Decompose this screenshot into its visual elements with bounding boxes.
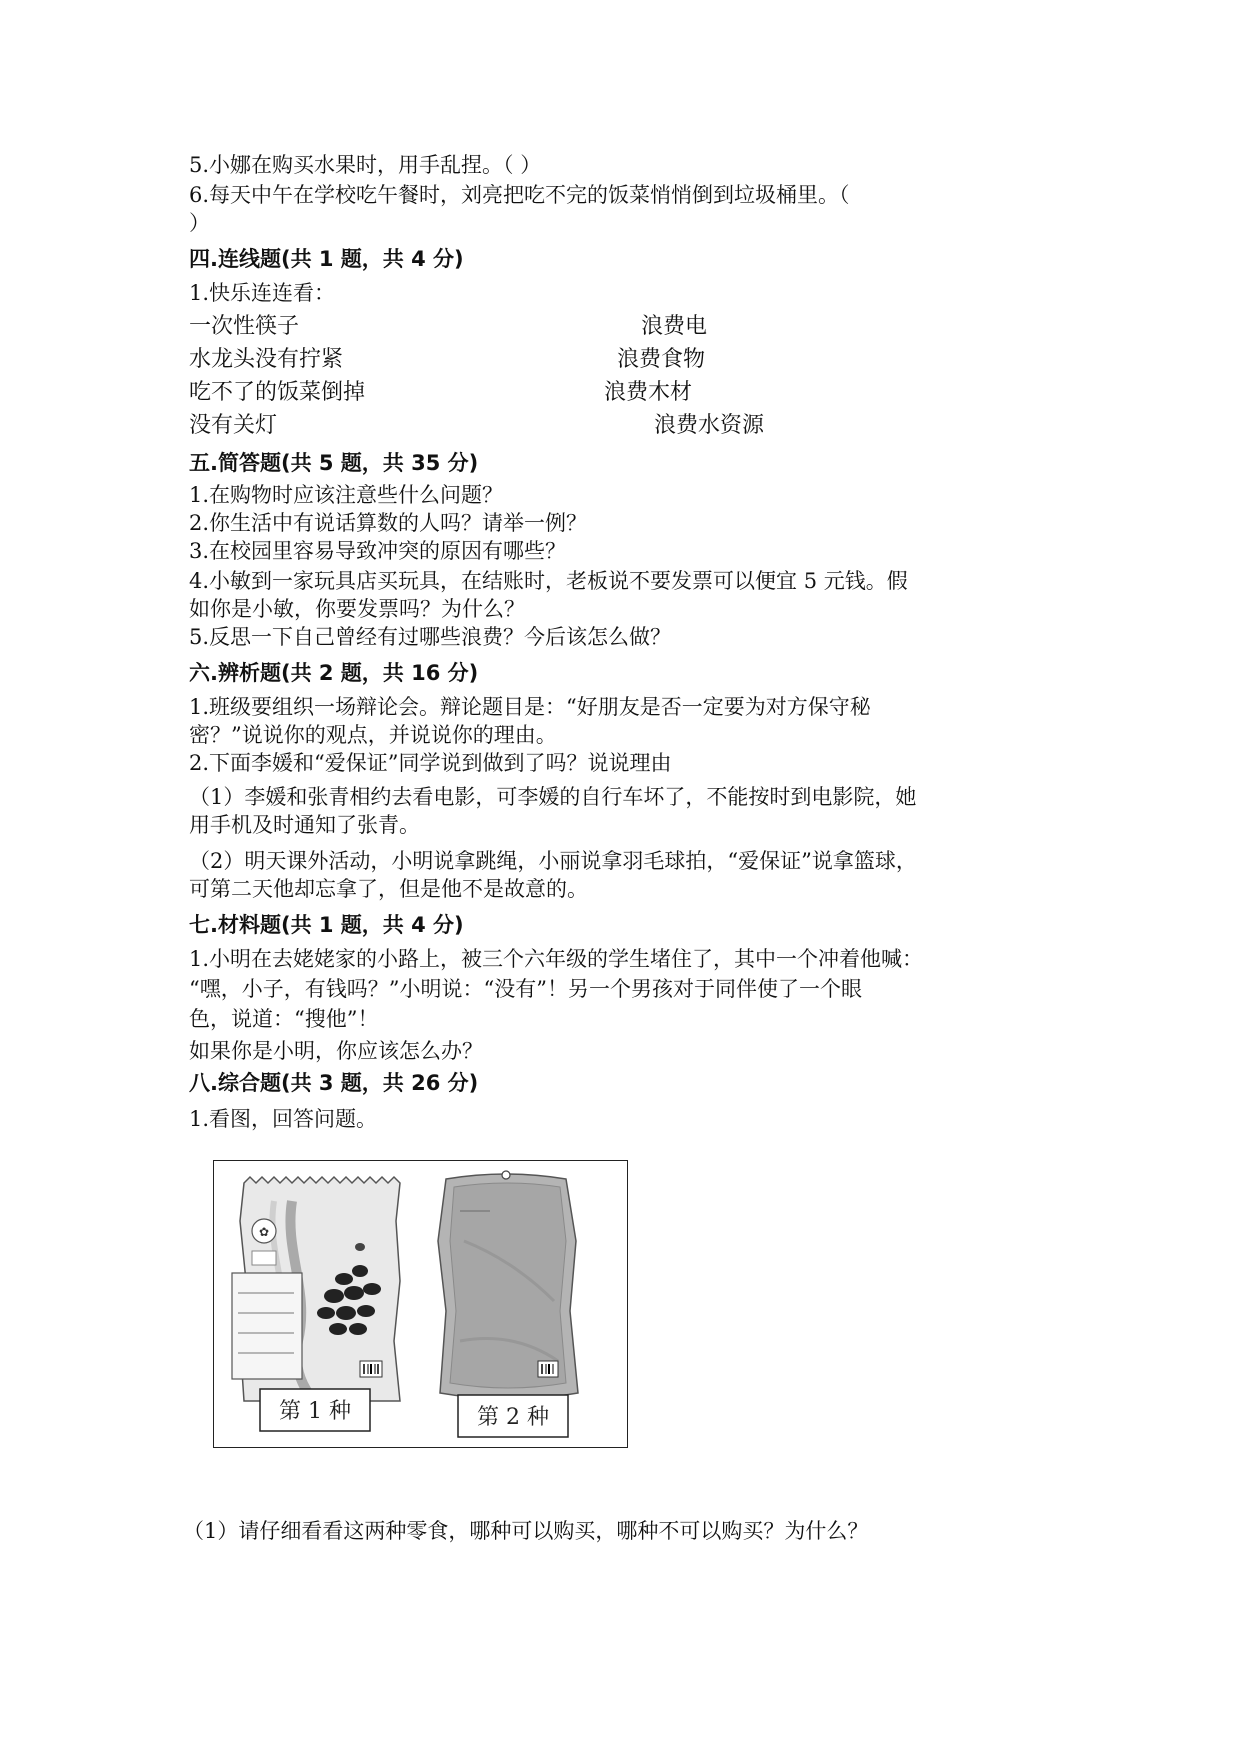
match-left-item: 没有关灯 (189, 413, 278, 438)
section-5-question-2: 2.你生活中有说话算数的人吗？请举一例？ (189, 511, 588, 535)
section-6-question-1-line-1: 1.班级要组织一场辩论会。辩论题目是：“好朋友是否一定要为对方保守秘 (189, 695, 871, 719)
section-7-question-1-line-4: 如果你是小明，你应该怎么办？ (189, 1039, 483, 1063)
section-5-question-4-line-1: 4.小敏到一家玩具店买玩具，在结账时，老板说不要发票可以便宜 5 元钱。假 (189, 569, 908, 593)
section-5-question-5: 5.反思一下自己曾经有过哪些浪费？今后该怎么做？ (189, 625, 672, 649)
section-6-case-2-line-2: 可第二天他却忘拿了，但是他不是故意的。 (189, 877, 588, 901)
match-right-item: 浪费电 (641, 314, 708, 339)
section-5-question-4-line-2: 如你是小敏，你要发票吗？为什么？ (189, 597, 525, 621)
section-4-heading: 四.连线题(共 1 题，共 4 分) (189, 247, 464, 271)
match-right-item: 浪费食物 (617, 347, 706, 372)
section-5-question-3: 3.在校园里容易导致冲突的原因有哪些？ (189, 539, 567, 563)
question-6-line-2: ） (189, 211, 210, 235)
match-right-item: 浪费木材 (604, 380, 693, 405)
section-6-question-2: 2.下面李媛和“爱保证”同学说到做到了吗？说说理由 (189, 751, 672, 775)
section-6-question-1-line-2: 密？”说说你的观点，并说说你的理由。 (189, 723, 557, 747)
match-left-item: 水龙头没有拧紧 (189, 347, 344, 372)
package-2-image (438, 1171, 578, 1399)
label-2: 第 2 种 (477, 1405, 549, 1430)
section-8-heading: 八.综合题(共 3 题，共 26 分) (189, 1071, 479, 1095)
section-6-case-1-line-2: 用手机及时通知了张青。 (189, 813, 420, 837)
match-left-item: 一次性筷子 (189, 314, 300, 339)
question-5: 5.小娜在购买水果时，用手乱捏。（ ） (189, 153, 542, 177)
section-5-heading: 五.简答题(共 5 题，共 35 分) (189, 451, 479, 475)
svg-text:✿: ✿ (258, 1225, 270, 1239)
section-7-heading: 七.材料题(共 1 题，共 4 分) (189, 913, 464, 937)
section-6-case-2-line-1: （2）明天课外活动，小明说拿跳绳，小丽说拿羽毛球拍，“爱保证”说拿篮球， (189, 849, 917, 873)
section-8-subquestion-1: （1）请仔细看看这两种零食，哪种可以购买，哪种不可以购买？为什么？ (183, 1519, 869, 1543)
label-1: 第 1 种 (279, 1399, 351, 1424)
snack-package-figure (213, 1160, 628, 1448)
section-7-question-1-line-2: “嘿，小子，有钱吗？”小明说：“没有”！另一个男孩对于同伴使了一个眼 (189, 977, 862, 1001)
section-7-question-1-line-3: 色，说道：“搜他”！ (189, 1007, 379, 1031)
section-8-question-1: 1.看图，回答问题。 (189, 1107, 378, 1131)
section-4-question-1: 1.快乐连连看： (189, 281, 336, 305)
match-left-item: 吃不了的饭菜倒掉 (189, 380, 366, 405)
question-6-line-1: 6.每天中午在学校吃午餐时，刘亮把吃不完的饭菜悄悄倒到垃圾桶里。（ (189, 183, 850, 207)
section-5-question-1: 1.在购物时应该注意些什么问题？ (189, 483, 504, 507)
package-1-image (232, 1177, 400, 1401)
snack-packages-illustration (214, 1161, 626, 1446)
match-right-item: 浪费水资源 (654, 413, 765, 438)
section-6-heading: 六.辨析题(共 2 题，共 16 分) (189, 661, 479, 685)
section-7-question-1-line-1: 1.小明在去姥姥家的小路上，被三个六年级的学生堵住了，其中一个冲着他喊： (189, 947, 924, 971)
section-6-case-1-line-1: （1）李媛和张青相约去看电影，可李媛的自行车坏了，不能按时到电影院，她 (189, 785, 917, 809)
